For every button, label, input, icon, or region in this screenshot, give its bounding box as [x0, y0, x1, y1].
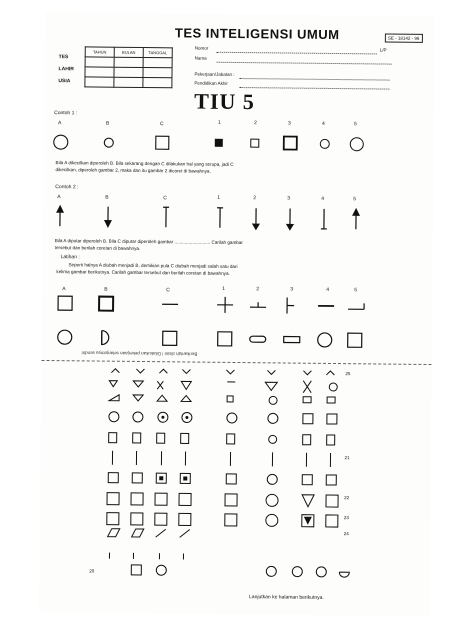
- form-code: SE - 18142 - 96: [385, 34, 423, 43]
- figure-large-circle: [54, 135, 68, 149]
- label-lp: L/P: [379, 47, 387, 53]
- item-number-25: 25: [345, 371, 351, 377]
- latihan-num-4: 4: [326, 286, 330, 293]
- latihan-letter-c: C: [166, 287, 170, 294]
- contoh1-text-2: dikecilkan, diperoleh gambar 2, maka dan itu gambar 2 dicoret di bawahnya.: [55, 167, 211, 174]
- contoh2-letter-c: C: [163, 195, 167, 202]
- contoh1-num-1: 1: [217, 119, 221, 126]
- rotated-instruction: Berikanlah disini ! Dilakukan pekerjaan selanjutnya sendiri: [81, 350, 198, 357]
- contoh1-label: Contoh 1 :: [54, 110, 78, 117]
- page-title: TES INTELIGENSI UMUM: [174, 25, 340, 43]
- contoh1-figures: [44, 126, 434, 160]
- lahir-tahun[interactable]: [85, 67, 114, 77]
- footer-continue: Lanjutkan ke halaman berikutnya.: [249, 594, 324, 601]
- latihan-letter-a: A: [62, 286, 66, 293]
- label-tes: TES: [58, 54, 69, 61]
- col-tanggal: TANGGAL: [143, 48, 172, 58]
- option-thick-square[interactable]: [284, 136, 297, 149]
- subtest-title: TIU 5: [194, 88, 255, 115]
- contoh2-label: Contoh 2 :: [55, 184, 79, 191]
- contoh1-num-3: 3: [287, 120, 291, 127]
- latihan-text-1: Seperti halnya A diubah menjadi B, demikian pula C diubah menjadi salah satu dari: [68, 262, 238, 270]
- lahir-bulan[interactable]: [114, 67, 143, 77]
- label-pendidikan: Pendidikan Akhir: [194, 80, 228, 86]
- nama-field[interactable]: [217, 62, 392, 65]
- usia-bulan[interactable]: [114, 77, 143, 87]
- item-number-23: 23: [343, 515, 349, 521]
- contoh1-num-2: 2: [253, 120, 257, 127]
- pekerjaan-field[interactable]: [239, 78, 389, 81]
- contoh1-num-5: 5: [353, 121, 357, 128]
- contoh2-figures: [43, 202, 433, 238]
- label-nomor: Nomor: [194, 45, 209, 51]
- contoh1-num-4: 4: [321, 120, 325, 127]
- latihan-num-5: 5: [354, 287, 358, 294]
- item-number-21: 21: [344, 455, 350, 461]
- contoh2-num-3: 3: [287, 195, 291, 202]
- contoh2-num-1: 1: [217, 194, 221, 201]
- date-table: [84, 46, 172, 88]
- col-bulan: BULAN: [114, 47, 143, 57]
- contoh1-text-1: Bila A dikecilkan diperoleh B. Bila sekarang dengan C dilakukan hal yang serupa, jadi C: [55, 160, 234, 167]
- contoh1-letter-b: B: [105, 120, 110, 127]
- tes-tahun[interactable]: [85, 57, 114, 67]
- latihan-text-2: kelima gambar berikutnya. Carilah gambar tersebut dan berilah coretan di bawahnya.: [56, 269, 230, 276]
- test-sheet: [39, 12, 435, 616]
- item-number-20: 20: [89, 568, 95, 574]
- option-circle[interactable]: [350, 138, 363, 151]
- tes-tanggal[interactable]: [143, 58, 172, 68]
- figure-small-circle: [104, 138, 113, 147]
- item-number-24: 24: [343, 531, 349, 537]
- option-black-square[interactable]: [215, 139, 223, 147]
- contoh2-letter-b: B: [105, 194, 109, 201]
- latihan-label: Latihan :: [60, 254, 80, 261]
- usia-tanggal[interactable]: [143, 78, 172, 88]
- figure-large-square: [156, 136, 169, 149]
- item-number-22: 22: [344, 495, 350, 501]
- option-small-square[interactable]: [251, 139, 259, 147]
- practice-grid: [39, 364, 431, 598]
- contoh2-num-4: 4: [321, 195, 325, 202]
- contoh2-text-1: Bila A diputar diperoleh B. Bila C diputar diperoleh gambar ............................ Carilah gambar: [54, 238, 243, 246]
- contoh1-letter-a: A: [57, 120, 62, 127]
- usia-tahun[interactable]: [85, 77, 114, 87]
- tes-bulan[interactable]: [114, 57, 143, 67]
- label-usia: USIA: [58, 78, 71, 85]
- contoh2-num-5: 5: [353, 196, 357, 203]
- contoh2-text-2: tersebut dan berilah coretan di bawahnya.: [54, 245, 141, 251]
- pendidikan-field[interactable]: [239, 87, 389, 90]
- latihan-num-2: 2: [256, 286, 260, 293]
- contoh2-num-2: 2: [253, 195, 257, 202]
- col-tahun: TAHUN: [85, 47, 114, 57]
- option-small-circle[interactable]: [320, 139, 329, 148]
- label-lahir: LAHIR: [58, 66, 74, 73]
- latihan-num-3: 3: [290, 286, 294, 293]
- nomor-field[interactable]: [217, 52, 377, 55]
- latihan-num-1: 1: [222, 285, 226, 292]
- lahir-tanggal[interactable]: [143, 68, 172, 78]
- label-nama: Nama: [194, 55, 207, 61]
- latihan-letter-b: B: [104, 286, 108, 293]
- label-pekerjaan: Pekerjaan/Jabatan :: [194, 71, 235, 77]
- contoh1-letter-c: C: [159, 121, 164, 128]
- contoh2-letter-a: A: [57, 194, 61, 201]
